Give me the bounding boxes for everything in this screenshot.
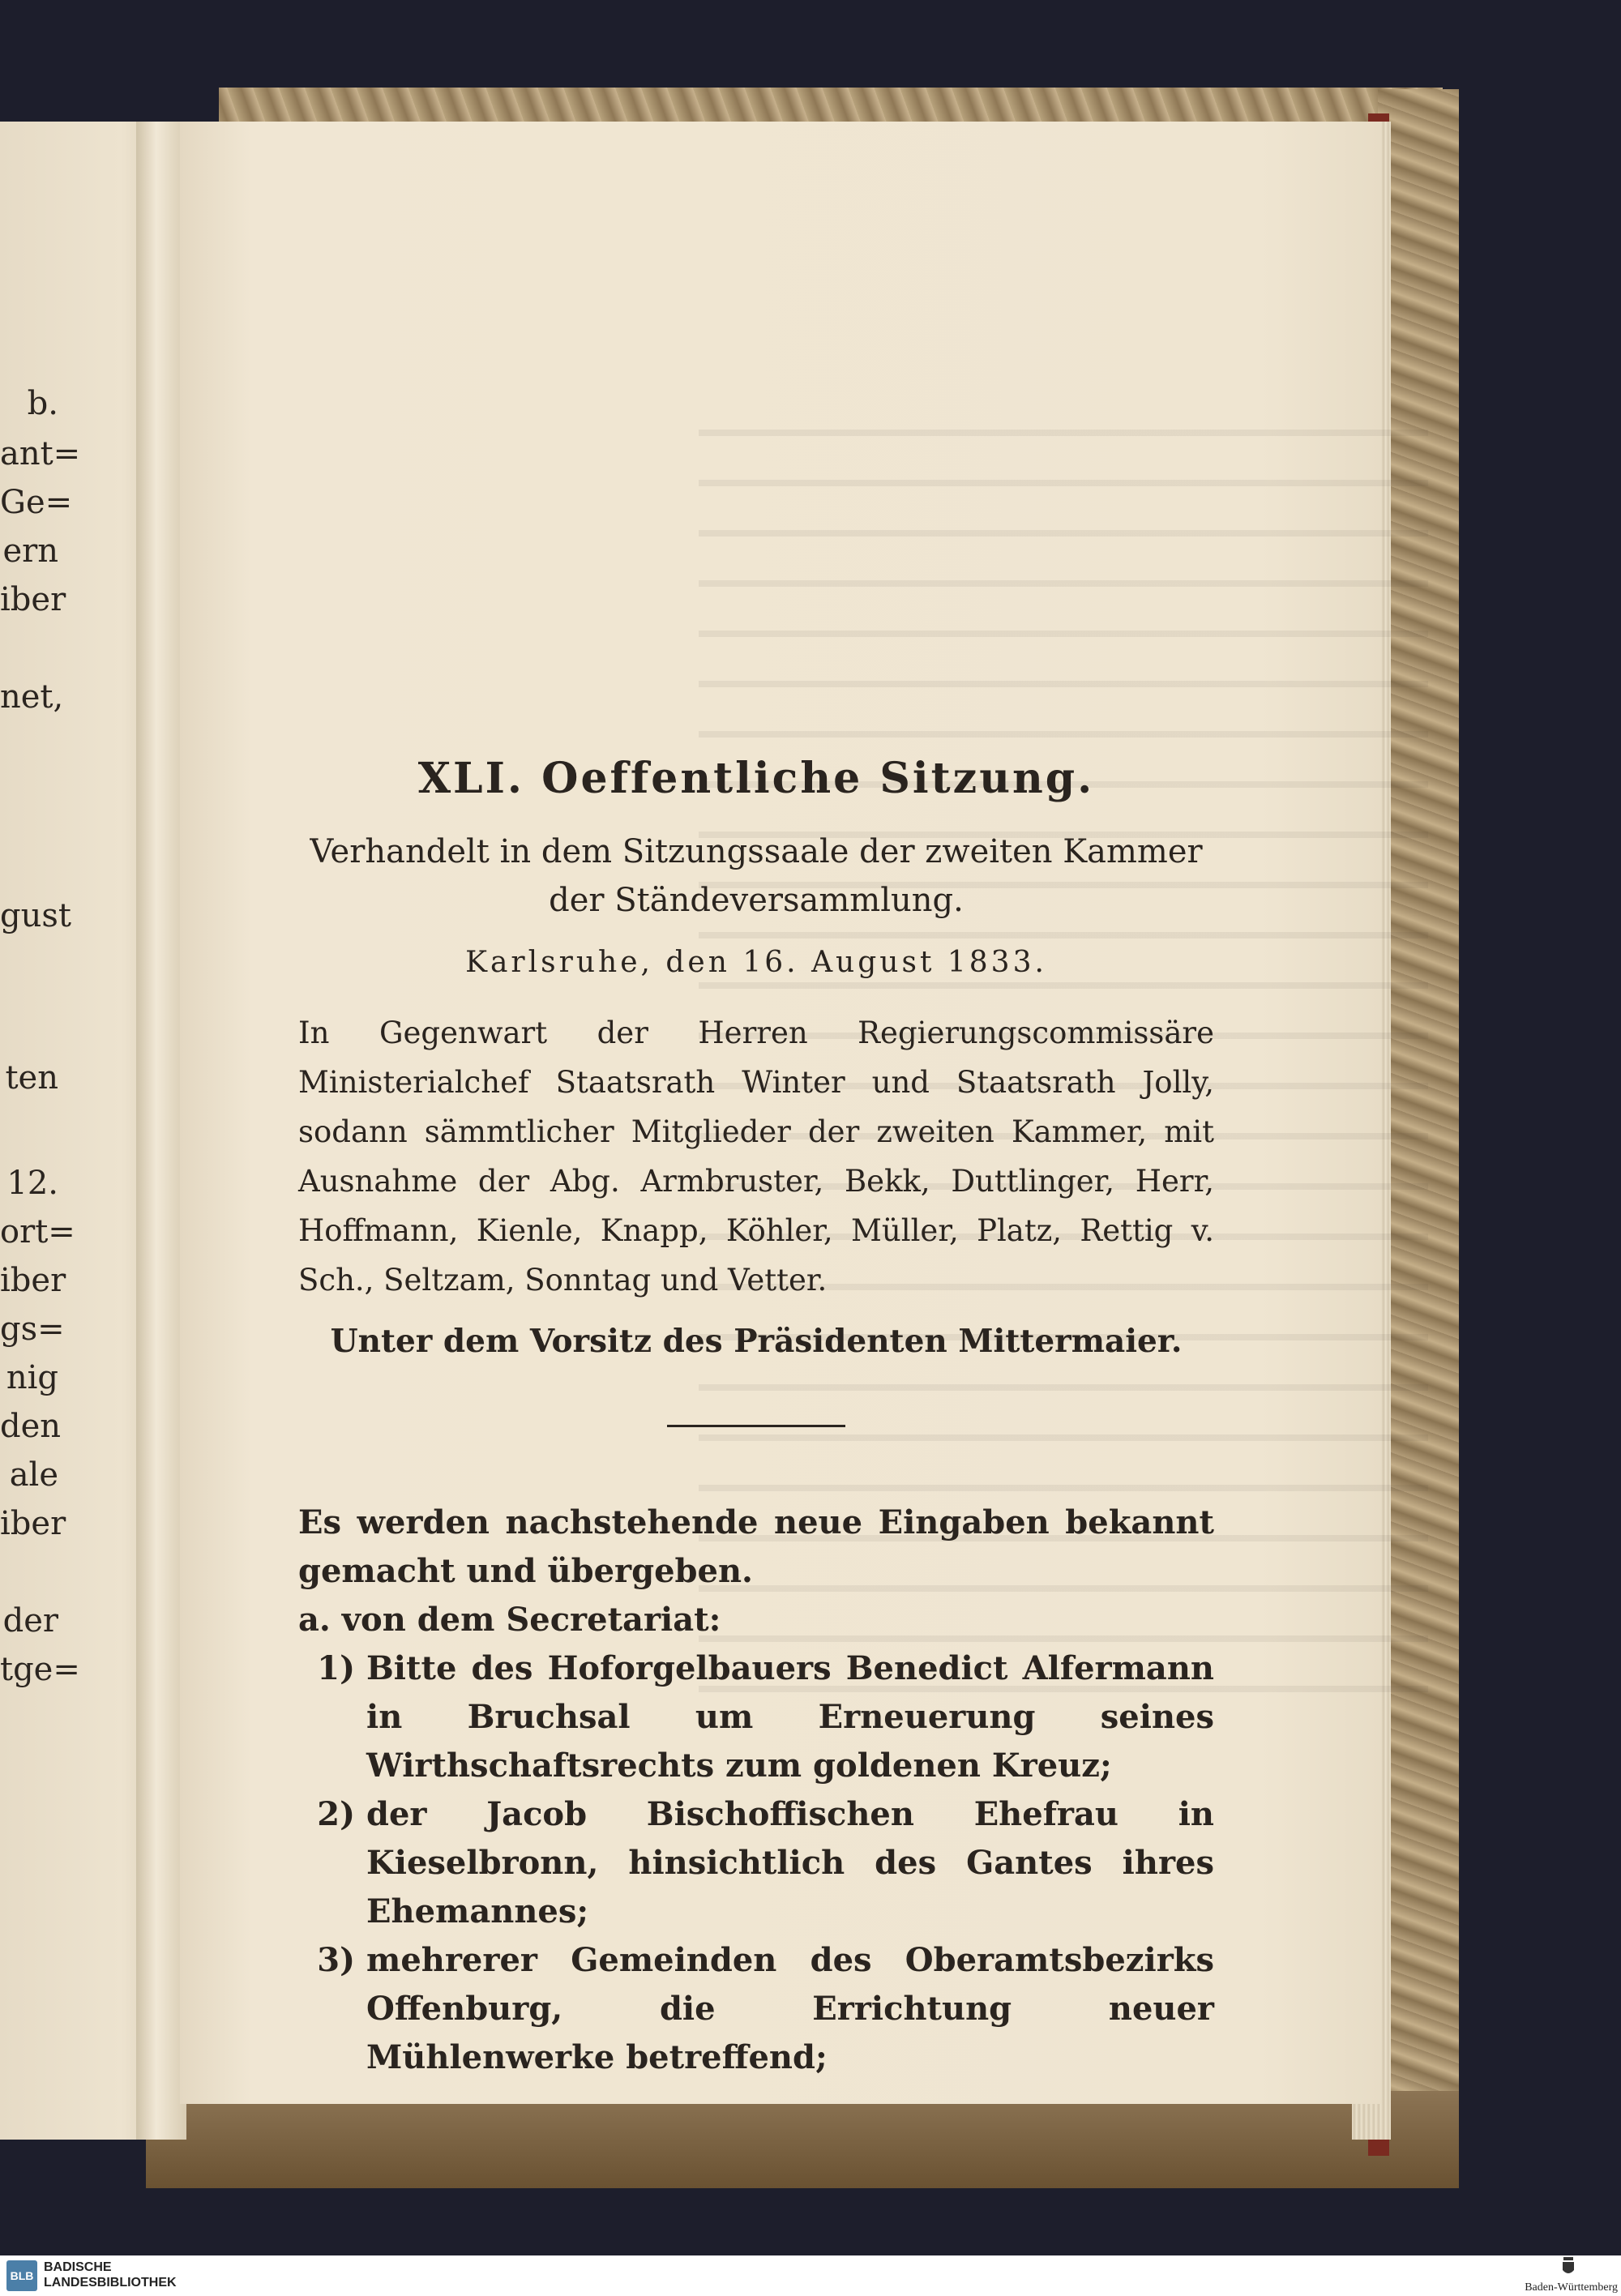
petition-number: 2) xyxy=(317,1795,355,1833)
margin-fragment: gs= xyxy=(0,1310,65,1348)
petition-number: 3) xyxy=(317,1941,355,1979)
petition-number: 1) xyxy=(317,1649,355,1687)
margin-fragment: der xyxy=(2,1602,58,1640)
margin-fragment: b. xyxy=(27,385,58,422)
margin-fragment: iber xyxy=(0,1262,66,1299)
state-label: Baden-Württemberg xyxy=(1525,2281,1618,2294)
library-name-line2: LANDESBIBLIOTHEK xyxy=(44,2276,177,2290)
margin-fragment: iber xyxy=(0,581,66,618)
petition-text: mehrerer Gemeinden des Oberamtsbezirks Offenburg, die Errichtung neuer Mühlenwerke betreffend; xyxy=(366,1941,1214,2076)
margin-fragment: den xyxy=(0,1408,62,1445)
margin-fragment: nig xyxy=(6,1359,58,1396)
intro-paragraph: Es werden nachstehende neue Eingaben bekannt gemacht und übergeben. xyxy=(298,1503,1214,1590)
margin-fragment: ant= xyxy=(0,435,81,472)
session-dateline: Karlsruhe, den 16. August 1833. xyxy=(465,946,1047,979)
session-title: XLI. Oeffentliche Sitzung. xyxy=(417,754,1095,803)
section-divider xyxy=(667,1425,845,1427)
margin-fragment: Ge= xyxy=(0,484,73,521)
section-heading-a: a. von dem Secretariat: xyxy=(298,1601,721,1639)
book-gutter xyxy=(136,122,186,2140)
library-logo-badge[interactable]: BLB xyxy=(6,2260,37,2291)
margin-fragment: gust xyxy=(0,897,71,934)
coat-of-arms-icon xyxy=(1560,2255,1576,2280)
margin-fragment: ale xyxy=(9,1456,58,1494)
viewer-footer xyxy=(0,2255,1621,2296)
petition-text: Bitte des Hoforgelbauers Benedict Alfermann in Bruchsal um Erneuerung seines Wirthschaftsrechts zum goldenen Kreuz; xyxy=(366,1649,1214,1785)
margin-fragment: 12. xyxy=(6,1165,58,1202)
margin-fragment: net, xyxy=(0,678,64,716)
petition-item xyxy=(298,1936,1214,2082)
session-subtitle: Verhandelt in dem Sitzungssaale der zweiten Kammer der Ständeversammlung. xyxy=(310,833,1203,919)
attendance-paragraph: In Gegenwart der Herren Regierungscommissäre Ministerialchef Staatsrath Winter und Staatsrath Jolly, sodann sämmtlicher Mitglieder der zweiten Kammer, mit Ausnahme der Abg. Armbruster, Bekk, Duttlinger, Herr, Hoffmann, Kienle, Knapp, Köhler, Müller, Platz, Rettig v. Sch., Seltzam, Sonntag und Vetter. xyxy=(298,1015,1214,1298)
petition-text: der Jacob Bischoffischen Ehefrau in Kieselbronn, hinsichtlich des Gantes ihres Ehemannes; xyxy=(366,1795,1214,1930)
chair-line: Unter dem Vorsitz des Präsidenten Mittermaier. xyxy=(330,1323,1183,1360)
margin-fragment: iber xyxy=(0,1505,66,1542)
library-logo-text[interactable] xyxy=(44,2260,177,2290)
petition-item xyxy=(298,1644,1214,1790)
margin-fragment: tge= xyxy=(0,1651,80,1688)
library-name-line1: BADISCHE xyxy=(44,2260,112,2274)
page-content xyxy=(298,729,1214,2082)
margin-fragment: ort= xyxy=(0,1213,75,1251)
petition-list xyxy=(298,1644,1214,2082)
margin-fragment: ten xyxy=(5,1059,58,1097)
petition-item xyxy=(298,1790,1214,1936)
margin-fragment: ern xyxy=(2,532,58,570)
book-cover-bottom-edge xyxy=(146,2091,1459,2188)
